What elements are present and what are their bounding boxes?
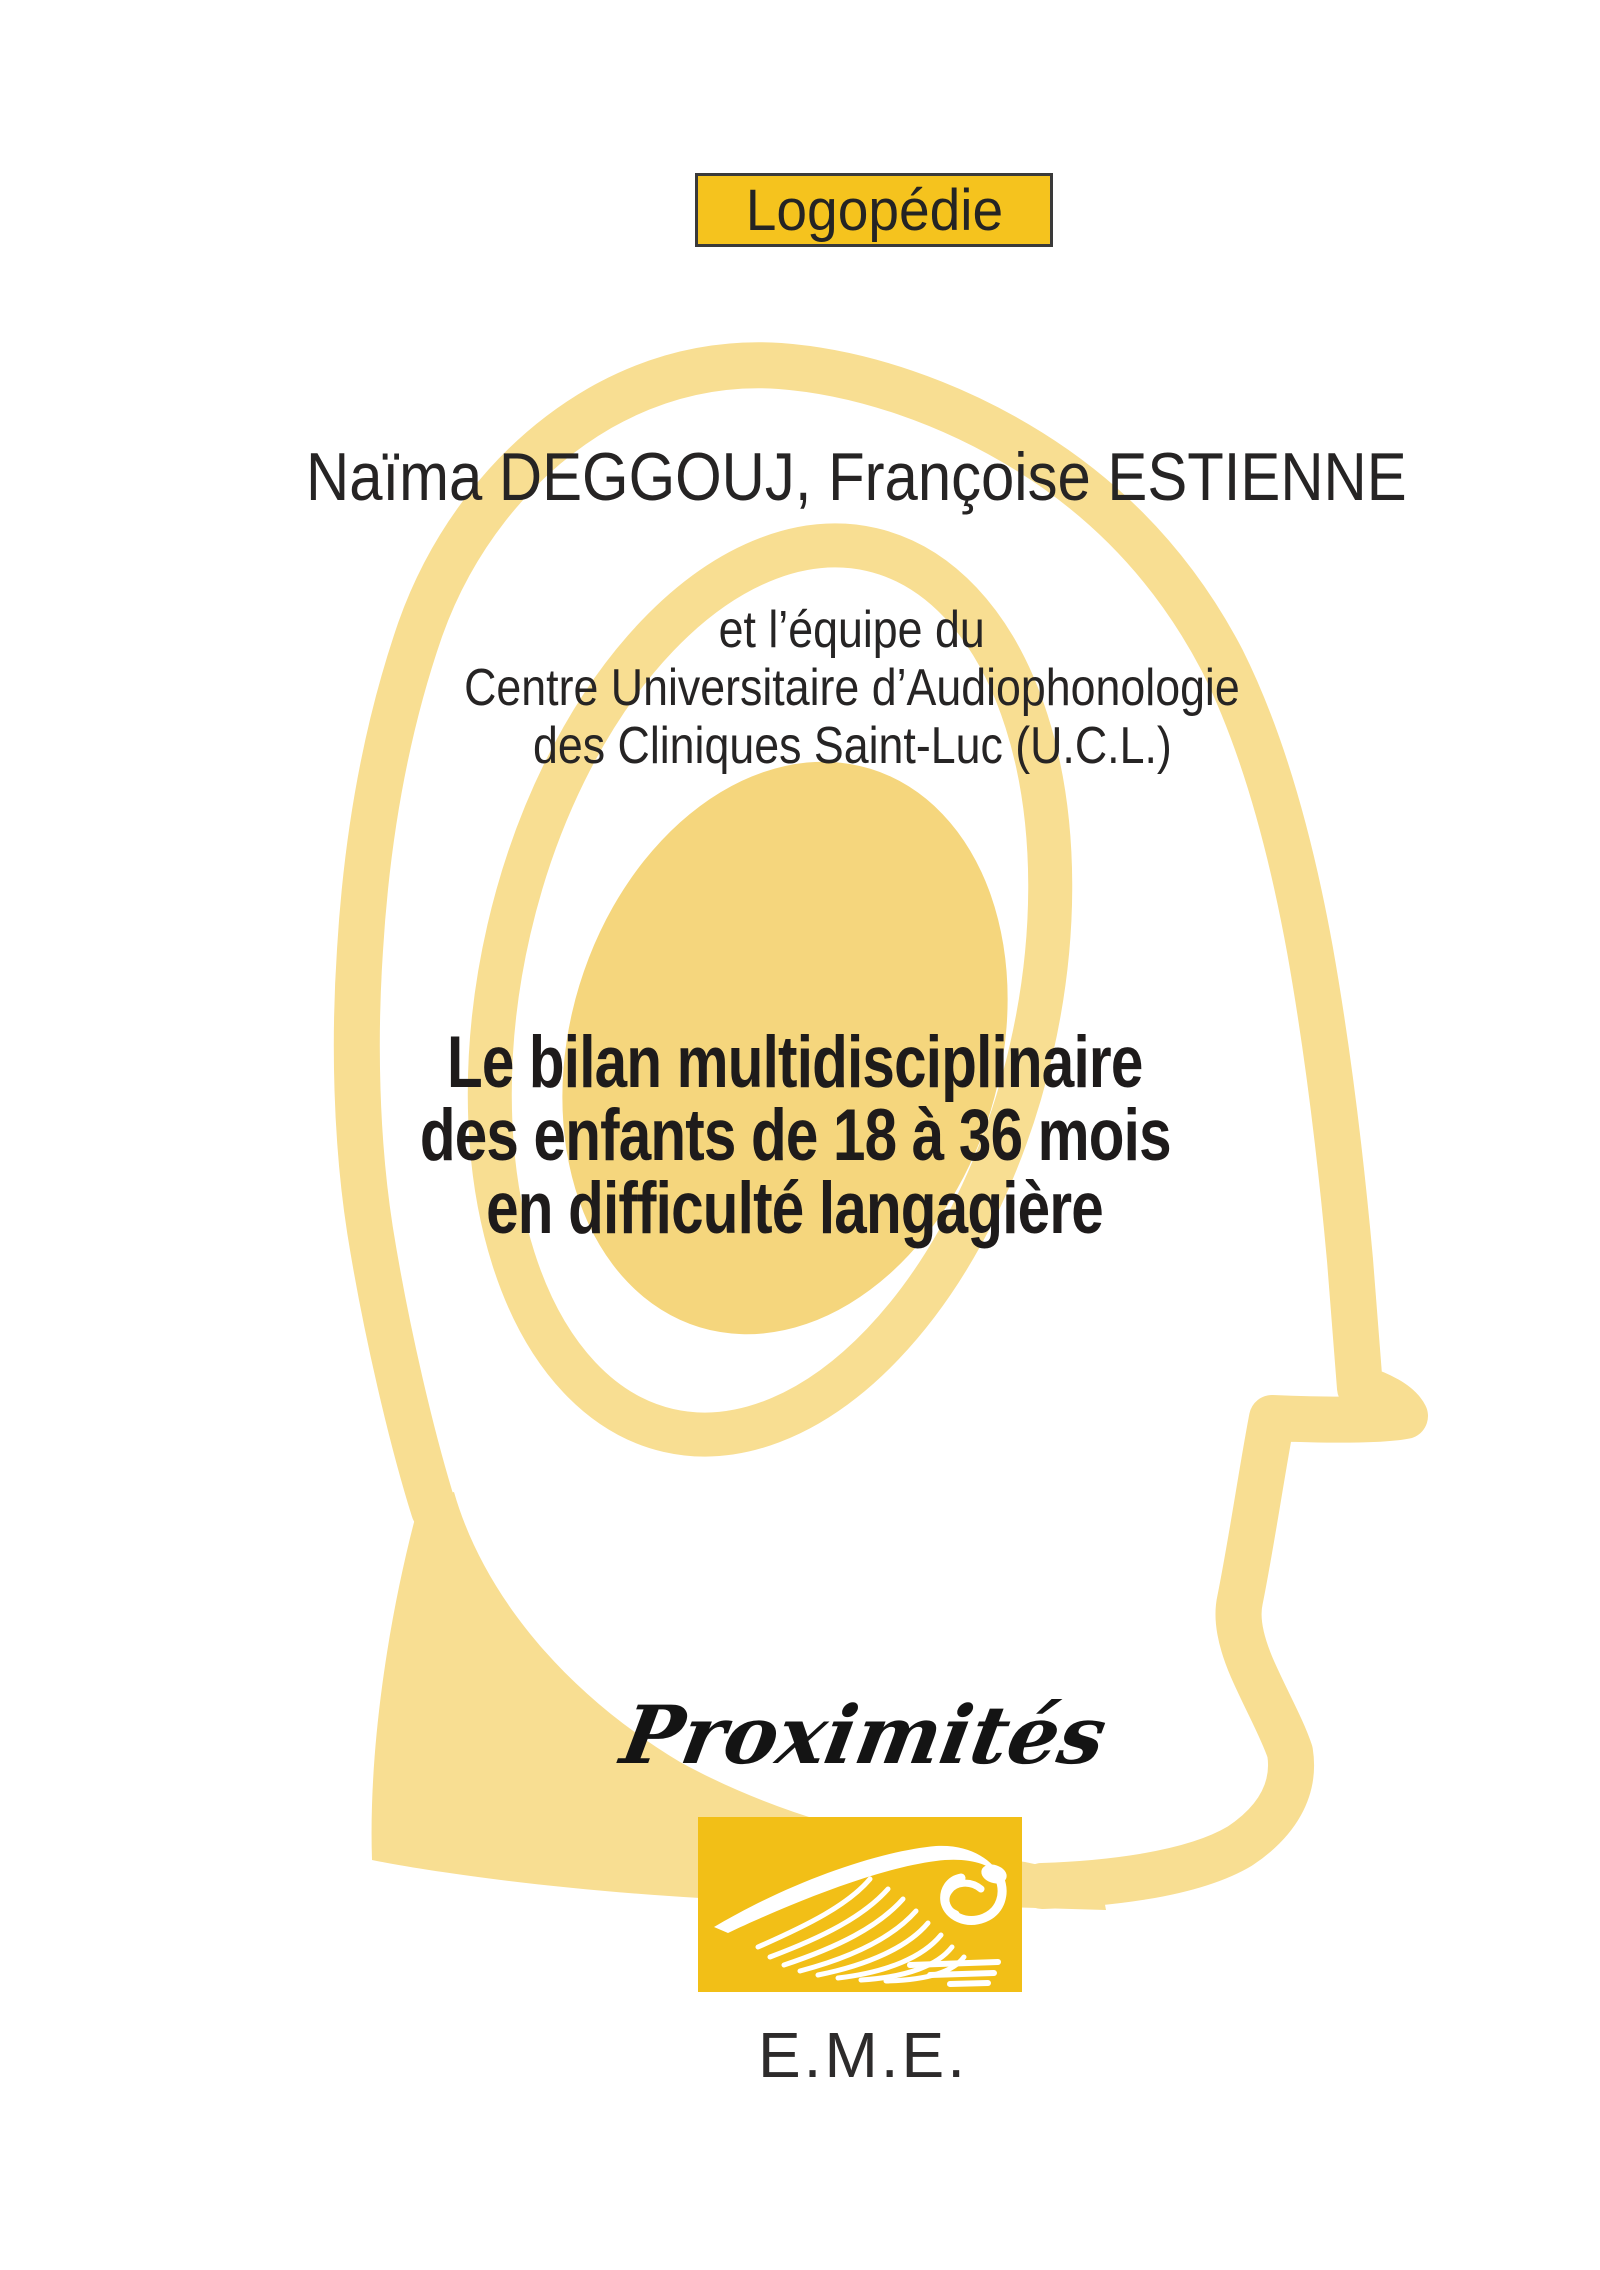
affiliation-line-3: des Cliniques Saint-Luc (U.C.L.) <box>532 717 1172 775</box>
category-badge-label: Logopédie <box>745 177 1003 243</box>
affiliation-block <box>104 601 1600 775</box>
collection-text: Proximités <box>614 1688 1114 1782</box>
collection-name <box>264 1688 1464 1782</box>
affiliation-line-2: Centre Universitaire d’Audiophonologie <box>464 659 1240 717</box>
book-title <box>0 1022 1590 1249</box>
affiliation-line-1: et l’équipe du <box>718 601 986 659</box>
title-line-3: en difficulté langagière <box>486 1168 1104 1249</box>
wave-icon <box>698 1817 1022 1992</box>
category-badge <box>695 173 1053 247</box>
authors-text: Naïma DEGGOUJ, Françoise ESTIENNE <box>305 439 1407 515</box>
title-line-1: Le bilan multidisciplinaire <box>447 1022 1143 1103</box>
title-line-2: des enfants de 18 à 36 mois <box>419 1095 1171 1176</box>
authors-line <box>112 438 1600 516</box>
publisher-name <box>263 2018 1463 2092</box>
publisher-logo <box>698 1817 1022 1992</box>
publisher-text: E.M.E. <box>757 2019 969 2091</box>
